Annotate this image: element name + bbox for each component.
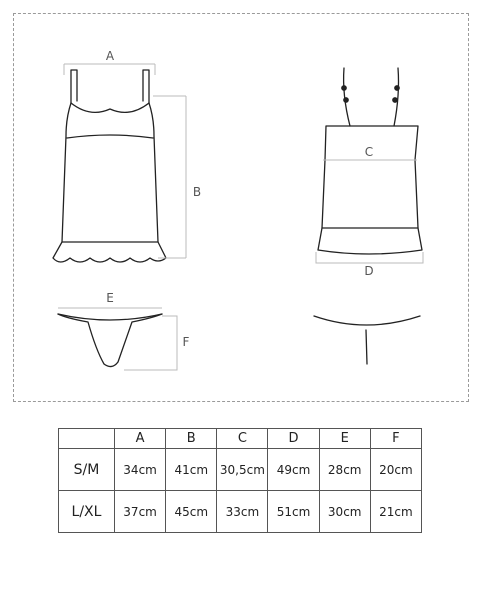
table-cell: 30cm xyxy=(319,491,370,533)
size-table xyxy=(58,428,422,533)
table-cell: 45cm xyxy=(166,491,217,533)
table-cell: 51cm xyxy=(268,491,319,533)
table-cell: 49cm xyxy=(268,449,319,491)
size-table-corner xyxy=(59,429,115,449)
column-header-a: A xyxy=(115,429,166,449)
table-cell: 20cm xyxy=(370,449,421,491)
table-cell: 21cm xyxy=(370,491,421,533)
size-label-lxl: L/XL xyxy=(59,491,115,533)
size-label-sm: S/M xyxy=(59,449,115,491)
column-header-b: B xyxy=(166,429,217,449)
chemise-back-outline xyxy=(318,68,422,254)
size-table-header-row xyxy=(59,429,422,449)
thong-front-outline xyxy=(58,314,162,367)
dimension-label-c: C xyxy=(364,145,374,159)
dimension-label-f: F xyxy=(182,335,190,349)
table-cell: 30,5cm xyxy=(217,449,268,491)
table-row xyxy=(59,491,422,533)
table-cell: 28cm xyxy=(319,449,370,491)
table-cell: 33cm xyxy=(217,491,268,533)
table-cell: 34cm xyxy=(115,449,166,491)
table-cell: 41cm xyxy=(166,449,217,491)
dimension-label-a: A xyxy=(105,49,115,63)
column-header-c: C xyxy=(217,429,268,449)
column-header-d: D xyxy=(268,429,319,449)
table-row xyxy=(59,449,422,491)
dimension-label-d: D xyxy=(364,264,374,278)
table-cell: 37cm xyxy=(115,491,166,533)
thong-back-outline xyxy=(314,316,420,364)
column-header-f: F xyxy=(370,429,421,449)
dimension-label-e: E xyxy=(106,291,114,305)
chemise-front-outline xyxy=(53,70,166,262)
column-header-e: E xyxy=(319,429,370,449)
dimension-label-b: B xyxy=(192,185,202,199)
